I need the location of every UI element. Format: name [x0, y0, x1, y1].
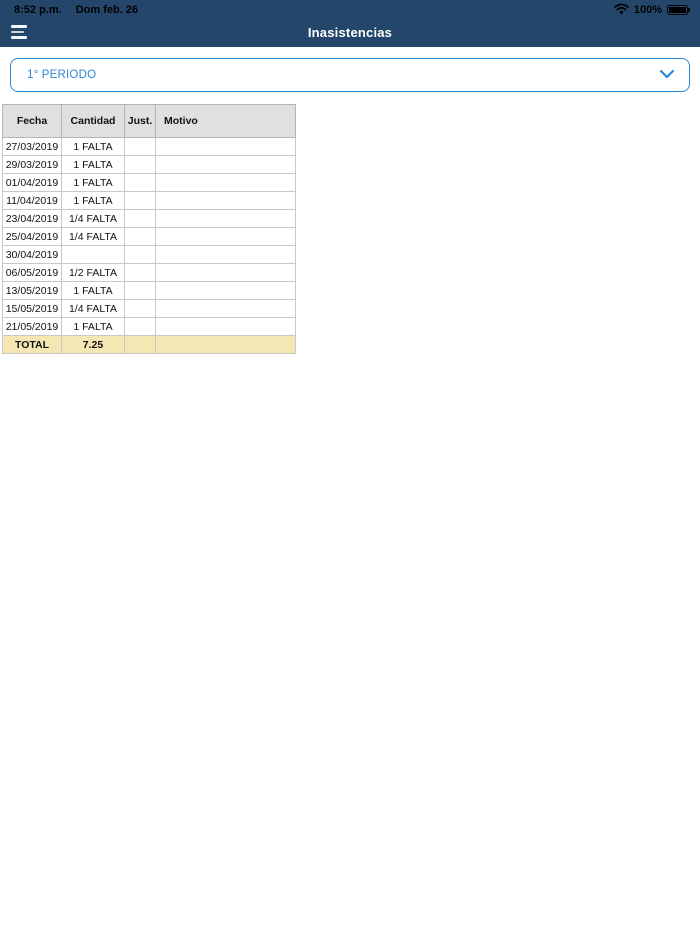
table-row [3, 210, 296, 228]
cell-fecha: 21/05/2019 [3, 318, 62, 336]
total-value: 7.25 [62, 336, 125, 354]
cell-cantidad: 1 FALTA [62, 192, 125, 210]
cell-motivo [156, 156, 296, 174]
cell-cantidad: 1/2 FALTA [62, 264, 125, 282]
cell-cantidad: 1 FALTA [62, 174, 125, 192]
cell-just [125, 246, 156, 264]
cell-cantidad: 1 FALTA [62, 156, 125, 174]
battery-icon [667, 5, 688, 15]
table-row [3, 318, 296, 336]
cell-just [125, 174, 156, 192]
status-bar [0, 0, 700, 17]
cell-fecha: 01/04/2019 [3, 174, 62, 192]
main-content [0, 47, 700, 354]
header-motivo: Motivo [156, 105, 296, 138]
chevron-down-icon [659, 66, 675, 84]
cell-motivo [156, 174, 296, 192]
total-row [3, 336, 296, 354]
table-row [3, 156, 296, 174]
cell-fecha: 29/03/2019 [3, 156, 62, 174]
cell-just [125, 300, 156, 318]
cell-just [125, 138, 156, 156]
cell-cantidad: 1/4 FALTA [62, 228, 125, 246]
total-label: TOTAL [3, 336, 62, 354]
cell-motivo [156, 318, 296, 336]
cell-cantidad: 1/4 FALTA [62, 300, 125, 318]
header-just: Just. [125, 105, 156, 138]
cell-fecha: 13/05/2019 [3, 282, 62, 300]
cell-just [125, 210, 156, 228]
page-title: Inasistencias [307, 24, 393, 40]
table-row [3, 138, 296, 156]
cell-motivo [156, 246, 296, 264]
table-row [3, 228, 296, 246]
table-row [3, 246, 296, 264]
status-date: Dom feb. 26 [75, 3, 139, 16]
table-header-row [3, 105, 296, 138]
cell-just [125, 282, 156, 300]
table-row [3, 300, 296, 318]
cell-cantidad: 1 FALTA [62, 282, 125, 300]
cell-cantidad: 1 FALTA [62, 318, 125, 336]
cell-cantidad [62, 246, 125, 264]
top-bar [0, 0, 700, 47]
cell-just [125, 156, 156, 174]
total-motivo-cell [156, 336, 296, 354]
cell-cantidad: 1 FALTA [62, 138, 125, 156]
table-row [3, 192, 296, 210]
cell-just [125, 264, 156, 282]
cell-fecha: 30/04/2019 [3, 246, 62, 264]
cell-motivo [156, 264, 296, 282]
cell-fecha: 25/04/2019 [3, 228, 62, 246]
table-row [3, 264, 296, 282]
cell-motivo [156, 210, 296, 228]
header-fecha: Fecha [3, 105, 62, 138]
cell-motivo [156, 282, 296, 300]
cell-motivo [156, 138, 296, 156]
cell-motivo [156, 228, 296, 246]
cell-just [125, 318, 156, 336]
header-cantidad: Cantidad [62, 105, 125, 138]
nav-bar [0, 17, 700, 47]
cell-fecha: 15/05/2019 [3, 300, 62, 318]
status-time: 8:52 p.m. [14, 3, 62, 16]
battery-percent: 100% [633, 3, 662, 16]
cell-fecha: 11/04/2019 [3, 192, 62, 210]
cell-just [125, 228, 156, 246]
cell-cantidad: 1/4 FALTA [62, 210, 125, 228]
total-just-cell [125, 336, 156, 354]
table-row [3, 282, 296, 300]
wifi-icon [614, 3, 629, 17]
period-select-value: 1° PERIODO [27, 69, 97, 81]
cell-motivo [156, 300, 296, 318]
cell-fecha: 27/03/2019 [3, 138, 62, 156]
period-select[interactable] [10, 58, 690, 92]
hamburger-menu-button[interactable] [11, 25, 28, 38]
absences-table [2, 104, 296, 354]
cell-just [125, 192, 156, 210]
table-row [3, 174, 296, 192]
cell-fecha: 06/05/2019 [3, 264, 62, 282]
cell-motivo [156, 192, 296, 210]
cell-fecha: 23/04/2019 [3, 210, 62, 228]
